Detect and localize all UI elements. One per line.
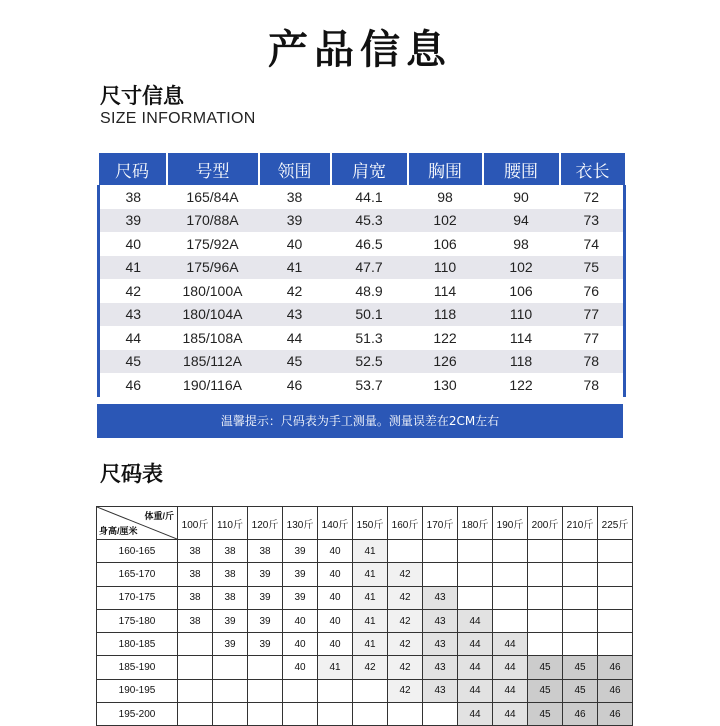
size-chart-cell [598,586,633,609]
weight-header-cell: 210斤 [563,507,598,540]
size-chart-cell [493,563,528,586]
size-info-cell: 45.3 [331,209,408,233]
size-chart-cell: 41 [353,586,388,609]
size-info-cell: 42 [99,279,167,303]
size-chart-cell [178,656,213,679]
size-chart-cell [528,563,563,586]
size-chart-cell: 42 [388,609,423,632]
size-info-cell: 43 [259,303,331,327]
size-chart-cell [458,540,493,563]
size-info-cell: 185/112A [167,350,259,374]
size-info-header-cell: 肩宽 [331,153,408,185]
size-info-cell: 78 [560,373,625,397]
size-chart-row [97,679,633,702]
size-info-cell: 190/116A [167,373,259,397]
size-info-cell: 165/84A [167,185,259,209]
size-chart-cell: 44 [493,679,528,702]
size-info-cell: 76 [560,279,625,303]
size-info-cell: 44.1 [331,185,408,209]
size-info-row [99,256,625,280]
size-chart-cell: 46 [563,703,598,726]
size-info-cell: 45 [259,350,331,374]
size-chart-cell: 46 [598,656,633,679]
size-chart-cell [563,633,598,656]
size-chart-cell [178,703,213,726]
size-info-cell: 53.7 [331,373,408,397]
size-chart-table [96,506,633,726]
weight-header-cell: 160斤 [388,507,423,540]
size-chart-cell [353,679,388,702]
size-info-cell: 98 [408,185,483,209]
size-info-header-cell: 领围 [259,153,331,185]
size-chart-cell: 38 [178,586,213,609]
size-info-cell: 98 [483,232,560,256]
size-chart-row [97,609,633,632]
size-info-cell: 40 [99,232,167,256]
weight-header-cell: 120斤 [248,507,283,540]
size-info-cell: 47.7 [331,256,408,280]
size-chart-cell [213,656,248,679]
size-info-cell: 185/108A [167,326,259,350]
size-chart-cell: 40 [318,633,353,656]
size-info-header-cell: 胸围 [408,153,483,185]
size-chart-cell: 39 [283,540,318,563]
size-chart-cell: 41 [353,609,388,632]
size-chart-cell: 41 [353,540,388,563]
height-range-cell: 190-195 [97,679,178,702]
size-info-cell: 102 [408,209,483,233]
size-chart-cell: 38 [248,540,283,563]
size-chart-cell: 42 [388,633,423,656]
size-chart-cell: 46 [598,679,633,702]
size-chart-cell [598,563,633,586]
size-chart-cell [493,609,528,632]
size-chart-cell: 46 [598,703,633,726]
size-chart-cell [283,703,318,726]
size-info-cell: 106 [483,279,560,303]
size-chart-cell: 38 [213,586,248,609]
corner-height-label: 身高/厘米 [99,526,138,536]
size-info-cell: 94 [483,209,560,233]
size-chart-cell: 45 [528,679,563,702]
size-chart-row [97,703,633,726]
height-range-cell: 170-175 [97,586,178,609]
size-info-cell: 180/104A [167,303,259,327]
size-info-cell: 180/100A [167,279,259,303]
size-info-cell: 110 [408,256,483,280]
size-info-cell: 75 [560,256,625,280]
weight-header-cell: 150斤 [353,507,388,540]
size-chart-cell [563,586,598,609]
size-chart-cell [388,703,423,726]
size-chart-cell [598,609,633,632]
size-info-header-cell: 腰围 [483,153,560,185]
size-info-body [99,185,625,397]
size-info-cell: 122 [408,326,483,350]
size-chart-header-row [97,507,633,540]
size-info-subheading: SIZE INFORMATION [100,110,256,127]
size-chart-cell [178,679,213,702]
size-chart-cell: 43 [423,633,458,656]
size-info-cell: 73 [560,209,625,233]
size-info-cell: 38 [99,185,167,209]
size-chart-cell: 39 [283,586,318,609]
size-chart-cell: 40 [318,609,353,632]
weight-header-cell: 140斤 [318,507,353,540]
weight-header-cell: 130斤 [283,507,318,540]
size-chart-cell [213,703,248,726]
size-chart-cell: 43 [423,656,458,679]
size-chart-cell: 45 [563,656,598,679]
size-chart-cell: 44 [493,633,528,656]
size-info-header-cell: 尺码 [99,153,167,185]
size-info-cell: 43 [99,303,167,327]
size-chart-cell [458,563,493,586]
size-chart-cell: 44 [458,679,493,702]
size-info-cell: 39 [99,209,167,233]
size-chart-cell [178,633,213,656]
size-info-cell: 46 [99,373,167,397]
size-chart-cell: 44 [493,703,528,726]
size-info-cell: 118 [483,350,560,374]
size-chart-cell: 41 [318,656,353,679]
size-chart-cell: 44 [458,656,493,679]
size-chart-row [97,656,633,679]
size-chart-cell: 39 [213,633,248,656]
size-info-row [99,303,625,327]
height-range-cell: 195-200 [97,703,178,726]
weight-header-cell: 170斤 [423,507,458,540]
size-chart-cell [493,540,528,563]
size-chart-cell: 40 [318,563,353,586]
size-chart-cell [563,540,598,563]
size-chart-cell [318,703,353,726]
size-info-header-row [99,153,625,185]
size-info-row [99,232,625,256]
size-info-cell: 50.1 [331,303,408,327]
size-chart-cell [528,586,563,609]
size-info-cell: 118 [408,303,483,327]
size-chart-cell: 42 [388,679,423,702]
size-chart-cell: 45 [528,703,563,726]
height-range-cell: 185-190 [97,656,178,679]
size-chart-cell [563,563,598,586]
size-info-row [99,209,625,233]
size-chart-row [97,586,633,609]
size-chart-cell: 42 [388,656,423,679]
size-chart-row [97,540,633,563]
size-chart-cell: 43 [423,586,458,609]
size-chart-cell: 44 [458,609,493,632]
size-chart-cell: 38 [178,540,213,563]
size-info-heading: 尺寸信息 [100,84,184,108]
size-info-cell: 38 [259,185,331,209]
measurement-tip: 温馨提示：尺码表为手工测量。测量误差在2CM左右 [97,404,623,438]
size-chart-cell [318,679,353,702]
corner-weight-label: 体重/斤 [144,511,174,521]
size-chart-cell: 44 [493,656,528,679]
size-chart-cell [248,656,283,679]
size-info-table [97,153,626,397]
size-info-cell: 126 [408,350,483,374]
size-chart-cell [598,540,633,563]
size-chart-cell: 43 [423,609,458,632]
size-info-cell: 110 [483,303,560,327]
size-info-cell: 170/88A [167,209,259,233]
weight-header-cell: 100斤 [178,507,213,540]
size-chart-cell [283,679,318,702]
size-info-cell: 46.5 [331,232,408,256]
weight-header-cell: 180斤 [458,507,493,540]
size-chart-cell [248,679,283,702]
size-info-row [99,350,625,374]
size-chart-cell: 38 [213,540,248,563]
height-range-cell: 165-170 [97,563,178,586]
weight-header-cell: 190斤 [493,507,528,540]
size-chart-cell: 44 [458,703,493,726]
size-info-cell: 90 [483,185,560,209]
size-chart-cell [248,703,283,726]
size-chart-row [97,633,633,656]
size-chart-cell: 38 [178,563,213,586]
size-chart-cell [388,540,423,563]
size-chart-cell [528,540,563,563]
size-info-cell: 122 [483,373,560,397]
weight-header-cell: 110斤 [213,507,248,540]
size-chart-cell: 40 [318,586,353,609]
size-info-cell: 130 [408,373,483,397]
size-chart-cell [528,609,563,632]
size-info-header-cell: 号型 [167,153,259,185]
size-info-cell: 41 [99,256,167,280]
size-info-cell: 77 [560,326,625,350]
height-range-cell: 160-165 [97,540,178,563]
size-info-cell: 114 [483,326,560,350]
page-title: 产品信息 [268,27,452,73]
size-chart-cell: 39 [248,586,283,609]
size-info-row [99,373,625,397]
size-chart-cell [423,563,458,586]
size-info-cell: 46 [259,373,331,397]
size-info-cell: 102 [483,256,560,280]
size-chart-cell: 39 [283,563,318,586]
size-info-row [99,279,625,303]
size-info-cell: 45 [99,350,167,374]
size-info-header-cell: 衣长 [560,153,625,185]
size-info-cell: 39 [259,209,331,233]
size-chart-cell: 45 [563,679,598,702]
size-info-cell: 175/92A [167,232,259,256]
size-info-cell: 78 [560,350,625,374]
size-info-cell: 74 [560,232,625,256]
size-chart-body [97,540,633,726]
size-info-cell: 106 [408,232,483,256]
size-chart-cell: 42 [388,563,423,586]
height-range-cell: 180-185 [97,633,178,656]
size-chart-cell: 40 [283,633,318,656]
size-chart-cell: 45 [528,656,563,679]
size-info-cell: 44 [99,326,167,350]
size-chart-cell: 40 [283,656,318,679]
size-info-cell: 51.3 [331,326,408,350]
size-info-cell: 114 [408,279,483,303]
size-chart-cell: 43 [423,679,458,702]
size-chart-cell [423,703,458,726]
size-chart-cell: 40 [283,609,318,632]
size-chart-cell: 42 [353,656,388,679]
size-chart-cell: 39 [248,563,283,586]
size-info-row [99,326,625,350]
size-chart-cell [213,679,248,702]
size-chart-cell: 39 [248,609,283,632]
size-chart-cell [528,633,563,656]
size-chart-heading: 尺码表 [100,462,163,486]
size-chart-cell: 44 [458,633,493,656]
size-info-cell: 175/96A [167,256,259,280]
size-chart-cell [598,633,633,656]
size-chart-cell [493,586,528,609]
size-info-cell: 52.5 [331,350,408,374]
size-info-cell: 40 [259,232,331,256]
size-chart-cell: 39 [248,633,283,656]
size-chart-corner [97,507,178,540]
size-info-cell: 77 [560,303,625,327]
size-chart-cell [353,703,388,726]
size-chart-cell: 38 [213,563,248,586]
size-chart-cell [423,540,458,563]
height-range-cell: 175-180 [97,609,178,632]
size-info-row [99,185,625,209]
weight-header-cell: 200斤 [528,507,563,540]
size-chart-cell [563,609,598,632]
size-info-cell: 42 [259,279,331,303]
size-chart-cell [458,586,493,609]
size-chart-cell: 40 [318,540,353,563]
size-chart-cell: 41 [353,563,388,586]
size-info-cell: 41 [259,256,331,280]
size-chart-cell: 39 [213,609,248,632]
size-chart-row [97,563,633,586]
size-info-cell: 72 [560,185,625,209]
size-chart-cell: 38 [178,609,213,632]
size-info-cell: 48.9 [331,279,408,303]
weight-header-cell: 225斤 [598,507,633,540]
size-chart-cell: 41 [353,633,388,656]
size-info-cell: 44 [259,326,331,350]
size-chart-cell: 42 [388,586,423,609]
